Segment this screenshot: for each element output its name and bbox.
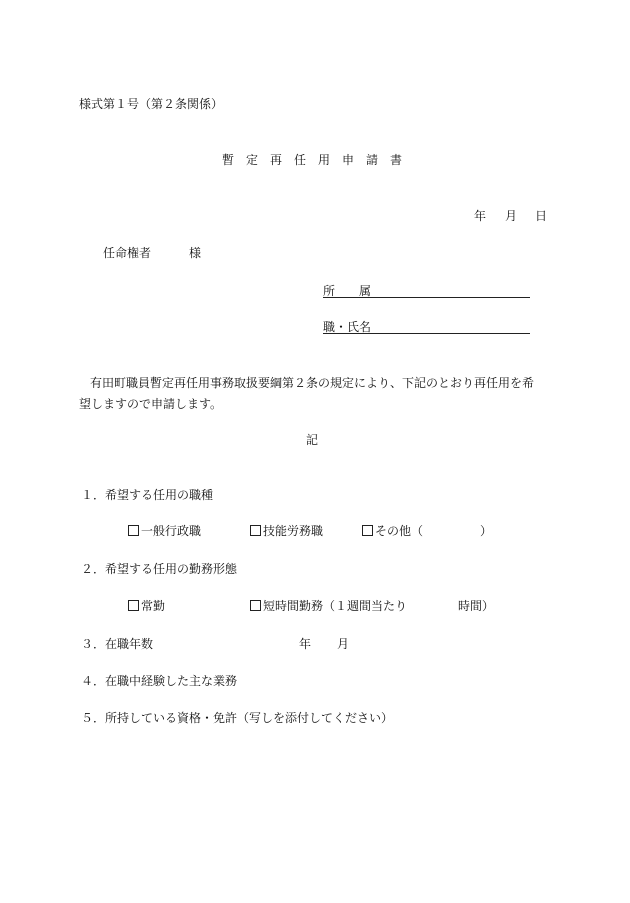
checkbox[interactable]	[128, 600, 139, 611]
job-option-general[interactable]	[128, 525, 201, 537]
title-char: 書	[390, 153, 403, 167]
option-label: 一般行政職	[141, 524, 202, 538]
job-other-close: ）	[480, 524, 493, 538]
option-label: 技能労務職	[263, 524, 324, 538]
item-2-label: ２．希望する任用の勤務形態	[81, 562, 238, 576]
document-title	[222, 154, 414, 166]
date-year: 年	[474, 209, 487, 223]
job-option-other[interactable]	[362, 525, 423, 537]
addressee-name: 任命権者	[103, 246, 152, 260]
item-3-label: ３．在職年数	[81, 637, 154, 651]
checkbox[interactable]	[250, 600, 261, 611]
item-5-label: ５．所持している資格・免許（写しを添付してください）	[81, 711, 394, 725]
work-hours-suffix: 時間）	[458, 599, 495, 613]
job-option-technical[interactable]	[250, 525, 323, 537]
work-option-parttime[interactable]	[250, 600, 407, 612]
years-in-service-month: 月	[337, 637, 350, 651]
option-label: 常勤	[141, 599, 166, 613]
addressee-honorific: 様	[189, 246, 202, 260]
intro-line-1: 有田町職員暫定再任用事務取扱要綱第２条の規定により、下記のとおり再任用を希	[90, 376, 535, 390]
option-label: その他（	[375, 524, 424, 538]
checkbox[interactable]	[128, 525, 139, 536]
item-4-label: ４．在職中経験した主な業務	[81, 674, 238, 688]
ki-heading: 記	[306, 433, 319, 447]
date-month: 月	[505, 209, 518, 223]
affiliation-label: 所 属	[323, 284, 372, 298]
affiliation-field[interactable]	[323, 283, 530, 298]
title-char: 再	[270, 153, 283, 167]
option-label: 短時間勤務（１週間当たり	[263, 599, 408, 613]
checkbox[interactable]	[362, 525, 373, 536]
checkbox[interactable]	[250, 525, 261, 536]
years-in-service-year: 年	[299, 637, 312, 651]
work-option-fulltime[interactable]	[128, 600, 165, 612]
title-char: 暫	[222, 153, 235, 167]
item-1-label: １．希望する任用の職種	[81, 488, 214, 502]
title-char: 任	[294, 153, 307, 167]
position-name-label: 職・氏名	[323, 320, 372, 334]
date-day: 日	[535, 209, 548, 223]
title-char: 申	[342, 153, 355, 167]
title-char: 定	[246, 153, 259, 167]
intro-line-2: 望しますので申請します。	[79, 397, 223, 411]
title-char: 用	[318, 153, 331, 167]
form-number: 様式第１号（第２条関係）	[79, 97, 224, 111]
title-char: 請	[366, 153, 379, 167]
position-name-field[interactable]	[323, 319, 530, 334]
